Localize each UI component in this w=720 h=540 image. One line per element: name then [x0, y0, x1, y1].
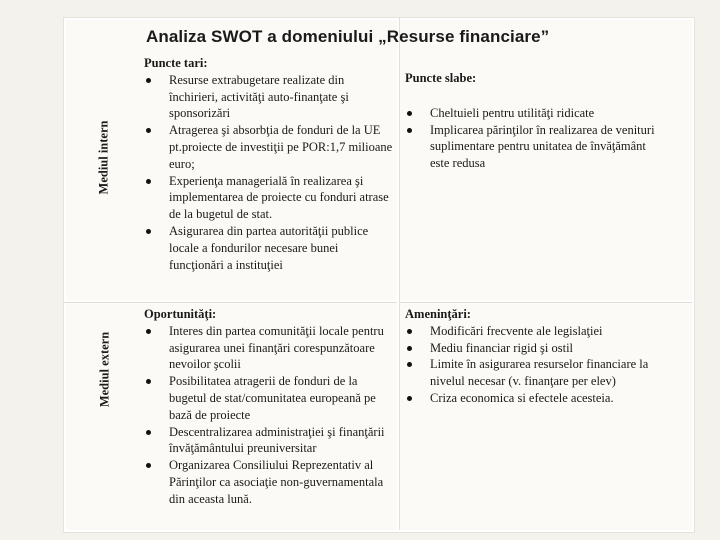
- horizontal-divider: [64, 300, 692, 302]
- page-title: Analiza SWOT a domeniului „Resurse financiare”: [146, 27, 550, 46]
- strengths-quadrant: [144, 55, 396, 273]
- list-item: Criza economica si efectele acesteia.: [405, 390, 659, 407]
- weaknesses-heading: Puncte slabe:: [405, 71, 477, 85]
- opportunities-quadrant: [144, 306, 396, 508]
- list-item: Interes din partea comunităţii locale pentru asigurarea unei finanţări corespunzătoare nevoilor şcolii: [144, 323, 396, 373]
- list-item: Limite în asigurarea resurselor financiare la nivelul necesar (v. finanţare per elev): [405, 356, 659, 390]
- opportunities-heading: Oportunităţi:: [144, 307, 217, 321]
- strengths-heading: Puncte tari:: [144, 56, 208, 70]
- weaknesses-quadrant: [405, 70, 659, 172]
- list-item: Resurse extrabugetare realizate din închirieri, activităţi auto-finanţate şi sponsorizări: [144, 72, 396, 122]
- list-item: Experienţa managerială în realizarea şi implementarea de proiecte cu fonduri atrase de la bugetul de stat.: [144, 173, 396, 223]
- threats-quadrant: [405, 306, 659, 407]
- list-item: Cheltuieli pentru utilităţi ridicate: [405, 105, 659, 122]
- row-label-intern: Mediul intern: [96, 120, 111, 195]
- vertical-divider: [397, 18, 399, 530]
- list-item: Modificări frecvente ale legislaţiei: [405, 323, 659, 340]
- list-item: Asigurarea din partea autorităţii publice locale a fondurilor necesare bunei funcţionări a instituţiei: [144, 223, 396, 273]
- row-label-extern: Mediul extern: [97, 331, 112, 408]
- list-item: Atragerea şi absorbţia de fonduri de la UE pt.proiecte de investiţii pe POR:1,7 milioane euro;: [144, 122, 396, 172]
- list-item: Mediu financiar rigid şi ostil: [405, 340, 659, 357]
- list-item: Posibilitatea atragerii de fonduri de la bugetul de stat/comunitatea europeană pe bază de proiecte: [144, 373, 396, 423]
- list-item: Descentralizarea administraţiei şi finanţării învăţământului preuniversitar: [144, 424, 396, 458]
- threats-heading: Ameninţări:: [405, 307, 471, 321]
- list-item: Organizarea Consiliului Reprezentativ al Părinţilor ca asociaţie non-guvernamentala din aceasta lună.: [144, 457, 396, 507]
- list-item: Implicarea părinţilor în realizarea de venituri suplimentare pentru unitatea de învăţământ este redusa: [405, 122, 659, 172]
